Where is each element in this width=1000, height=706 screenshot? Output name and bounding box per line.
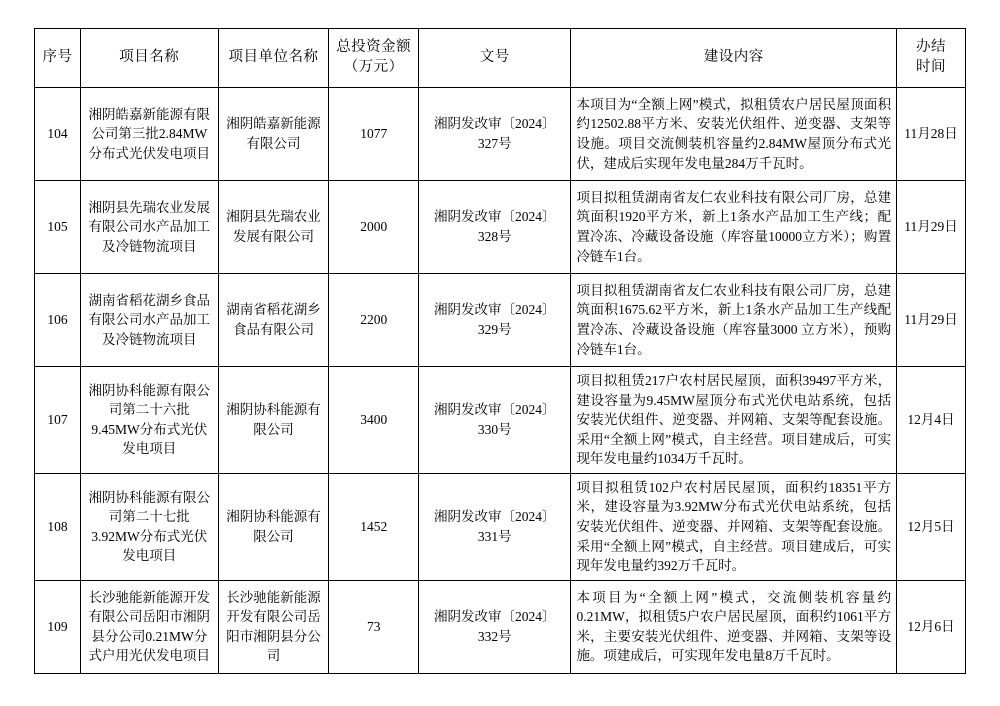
cell-construction-content: 本项目为“全额上网”模式，拟租赁农户居民屋顶面积约12502.88平方米、安装光伏组件、逆变器、支架等设施。项目交流侧装机容量约2.84MW屋顶分布式光伏，建成后实现年发电量284万千瓦时。: [571, 88, 897, 181]
cell-project-unit: 湘阴协科能源有限公司: [218, 367, 329, 474]
cell-completion-date: 11月29日: [897, 274, 966, 367]
table-body: [35, 88, 966, 674]
cell-total-investment: 3400: [329, 367, 419, 474]
cell-project-name: 湘阴皓嘉新能源有限公司第三批2.84MW分布式光伏发电项目: [80, 88, 218, 181]
column-header-completion-date: [897, 29, 966, 88]
cell-seq: 106: [35, 274, 81, 367]
column-header-total-investment-line1: 总投资金额: [336, 39, 412, 56]
column-header-project-unit: 项目单位名称: [218, 29, 329, 88]
cell-total-investment: 1452: [329, 473, 419, 580]
cell-project-name: 湘阴县先瑞农业发展有限公司水产品加工及冷链物流项目: [80, 181, 218, 274]
cell-document-number: 湘阴发改审〔2024〕332号: [419, 580, 571, 673]
cell-document-number: 湘阴发改审〔2024〕329号: [419, 274, 571, 367]
project-approval-table: [34, 28, 966, 674]
cell-project-unit: 湖南省稻花湖乡食品有限公司: [218, 274, 329, 367]
cell-seq: 107: [35, 367, 81, 474]
cell-project-unit: 湘阴协科能源有限公司: [218, 473, 329, 580]
cell-project-unit: 长沙驰能新能源开发有限公司岳阳市湘阴县分公司: [218, 580, 329, 673]
column-header-seq: 序号: [35, 29, 81, 88]
cell-total-investment: 73: [329, 580, 419, 673]
column-header-completion-date-line2: 时间: [916, 59, 947, 75]
cell-construction-content: 项目拟租赁102户农村居民屋顶，面积约18351平方米，建设容量为3.92MW分布式光伏电站系统，包括安装光伏组件、逆变器、并网箱、支架等配套设施。采用“全额上网”模式，自主经营。项目建成后，可实现年发电量约392万千瓦时。: [571, 473, 897, 580]
column-header-construction-content: 建设内容: [571, 29, 897, 88]
cell-total-investment: 2000: [329, 181, 419, 274]
cell-construction-content: 本项目为“全额上网”模式，交流侧装机容量约0.21MW，拟租赁5户农户居民屋顶，面积约1061平方米，主要安装光伏组件、逆变器、并网箱、支架等设施。项建成后，可实现年发电量8万千瓦时。: [571, 580, 897, 673]
table-row: [35, 367, 966, 474]
table-row: [35, 181, 966, 274]
table-row: [35, 88, 966, 181]
cell-seq: 109: [35, 580, 81, 673]
cell-document-number: 湘阴发改审〔2024〕330号: [419, 367, 571, 474]
cell-project-name: 湖南省稻花湖乡食品有限公司水产品加工及冷链物流项目: [80, 274, 218, 367]
cell-project-unit: 湘阴县先瑞农业发展有限公司: [218, 181, 329, 274]
cell-completion-date: 11月28日: [897, 88, 966, 181]
cell-completion-date: 11月29日: [897, 181, 966, 274]
table-row: [35, 274, 966, 367]
column-header-completion-date-line1: 办结: [916, 39, 947, 56]
table-row: [35, 580, 966, 673]
column-header-total-investment-line2: （万元）: [343, 59, 404, 75]
cell-construction-content: 项目拟租赁湖南省友仁农业科技有限公司厂房，总建筑面积1920平方米，新上1条水产品加工生产线；配置冷冻、冷藏设备设施（库容量10000立方米）；购置冷链车1台。: [571, 181, 897, 274]
column-header-total-investment: [329, 29, 419, 88]
table-row: [35, 473, 966, 580]
cell-completion-date: 12月5日: [897, 473, 966, 580]
cell-seq: 105: [35, 181, 81, 274]
cell-total-investment: 2200: [329, 274, 419, 367]
cell-completion-date: 12月4日: [897, 367, 966, 474]
cell-document-number: 湘阴发改审〔2024〕328号: [419, 181, 571, 274]
column-header-project-name: 项目名称: [80, 29, 218, 88]
table-header: [35, 29, 966, 88]
cell-seq: 108: [35, 473, 81, 580]
cell-total-investment: 1077: [329, 88, 419, 181]
cell-project-unit: 湘阴皓嘉新能源有限公司: [218, 88, 329, 181]
cell-seq: 104: [35, 88, 81, 181]
table-header-row: [35, 29, 966, 88]
cell-project-name: 湘阴协科能源有限公司第二十六批9.45MW分布式光伏发电项目: [80, 367, 218, 474]
column-header-document-number: 文号: [419, 29, 571, 88]
cell-document-number: 湘阴发改审〔2024〕331号: [419, 473, 571, 580]
cell-document-number: 湘阴发改审〔2024〕327号: [419, 88, 571, 181]
cell-completion-date: 12月6日: [897, 580, 966, 673]
cell-project-name: 湘阴协科能源有限公司第二十七批3.92MW分布式光伏发电项目: [80, 473, 218, 580]
cell-construction-content: 项目拟租赁217户农村居民屋顶，面积39497平方米，建设容量为9.45MW屋顶分布式光伏电站系统，包括安装光伏组件、逆变器、并网箱、支架等配套设施。采用“全额上网”模式，自主经营。项目建成后，可实现年发电量约1034万千瓦时。: [571, 367, 897, 474]
cell-construction-content: 项目拟租赁湖南省友仁农业科技有限公司厂房，总建筑面积1675.62平方米，新上1条水产品加工生产线配置冷冻、冷藏设备设施（库容量3000 立方米），预购冷链车1台。: [571, 274, 897, 367]
cell-project-name: 长沙驰能新能源开发有限公司岳阳市湘阴县分公司0.21MW分式户用光伏发电项目: [80, 580, 218, 673]
